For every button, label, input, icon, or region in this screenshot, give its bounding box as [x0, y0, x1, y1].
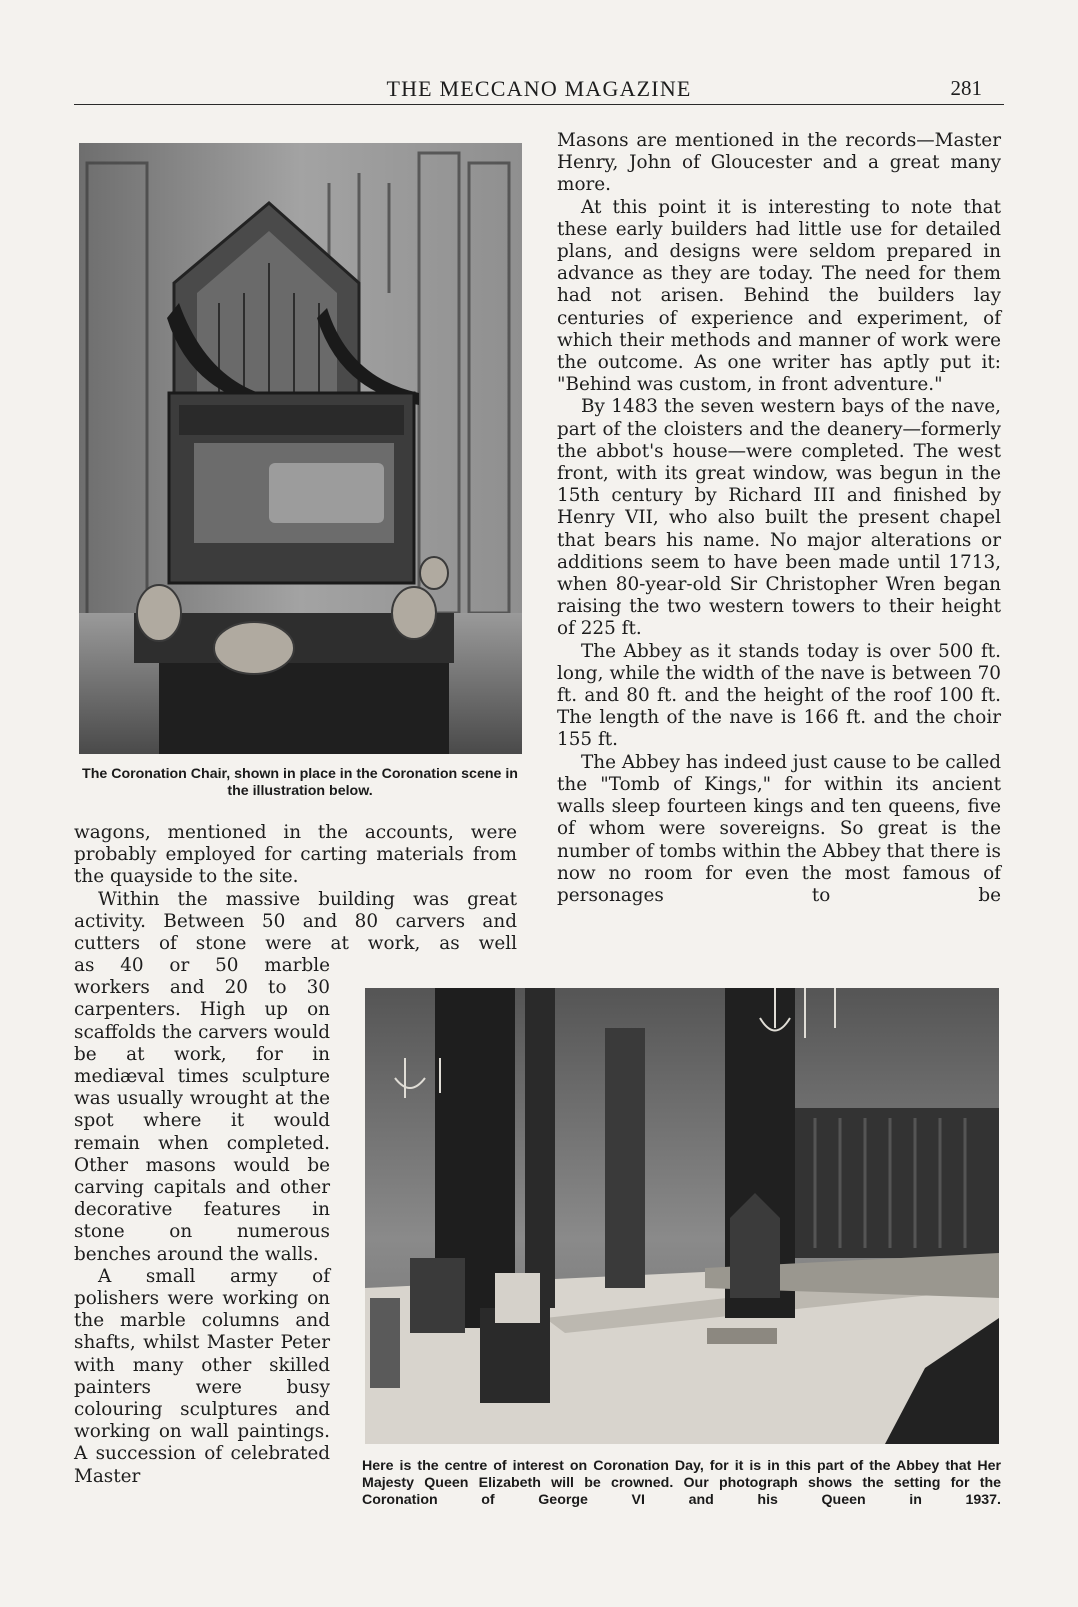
- right-paragraph-3: By 1483 the seven western bays of the nave, part of the cloisters and the deanery—formerly the abbot's house—were completed. The west front, with its great window, was begun in the 15th century by Richard III and finished by Henry VII, who also built the present chapel that bears his name. No major alterations or additions seem to have been made until 1713, when 80-year-old Sir Christopher Wren began raising the two western towers to their height of 225 ft.: [557, 396, 1001, 640]
- abbey-caption: Here is the centre of interest on Coronation Day, for it is in this part of the Abbey that Her Majesty Queen Elizabeth will be crowned. Our photograph shows the setting for the Coronation of George VI and his Queen in 1937.: [362, 1458, 1001, 1508]
- right-paragraph-4: The Abbey as it stands today is over 500 ft. long, while the width of the nave is between 70 ft. and 80 ft. and the height of the roof 100 ft. The length of the nave is 166 ft. and the choir 155 ft.: [557, 640, 1001, 751]
- page-number: 281: [950, 76, 982, 100]
- right-column: [557, 130, 1001, 907]
- running-header: [74, 74, 1004, 105]
- coronation-chair-illustration: [79, 143, 522, 754]
- left-column-top: [74, 822, 517, 955]
- left-column-narrow: [74, 955, 330, 1488]
- chair-caption: The Coronation Chair, shown in place in the Coronation scene in the illustration below.: [82, 766, 518, 799]
- abbey-interior-illustration: [365, 988, 999, 1444]
- right-paragraph-2: At this point it is interesting to note that these early builders had little use for detailed plans, and designs were seldom prepared in advance as they are today. The need for them had not arisen. Behind the builders lay centuries of experience and experiment, of which their methods and manner of work were the outcome. As one writer has aptly put it: "Behind was custom, in front adventure.": [557, 196, 1001, 396]
- left-paragraph-1: wagons, mentioned in the accounts, were probably employed for carting materials from the quayside to the site.: [74, 822, 517, 888]
- abbey-interior-photo: [365, 988, 999, 1444]
- left-paragraph-3: A small army of polishers were working on the marble columns and shafts, whilst Master Peter with many other skilled painters were busy colouring sculptures and working on wall paintings. A succession of celebrated Master: [74, 1265, 330, 1487]
- left-paragraph-2-continued: as 40 or 50 marble workers and 20 to 30 carpenters. High up on scaffolds the carvers would be at work, for in mediæval times sculpture was usually wrought at the spot where it would remain when completed. Other masons would be carving capitals and other decorative features in stone on numerous benches around the walls.: [74, 955, 330, 1265]
- magazine-title: THE MECCANO MAGAZINE: [386, 76, 692, 101]
- coronation-chair-photo: [79, 143, 522, 754]
- left-paragraph-2: Within the massive building was great activity. Between 50 and 80 carvers and cutters of stone were at work, as well: [74, 888, 517, 955]
- right-paragraph-5: The Abbey has indeed just cause to be called the "Tomb of Kings," for within its ancient walls sleep fourteen kings and ten queens, five of whom were sovereigns. So great is the number of tombs within the Abbey that there is now no room for even the most famous of personages to be: [557, 751, 1001, 906]
- right-paragraph-1: Masons are mentioned in the records—Master Henry, John of Gloucester and a great many more.: [557, 130, 1001, 196]
